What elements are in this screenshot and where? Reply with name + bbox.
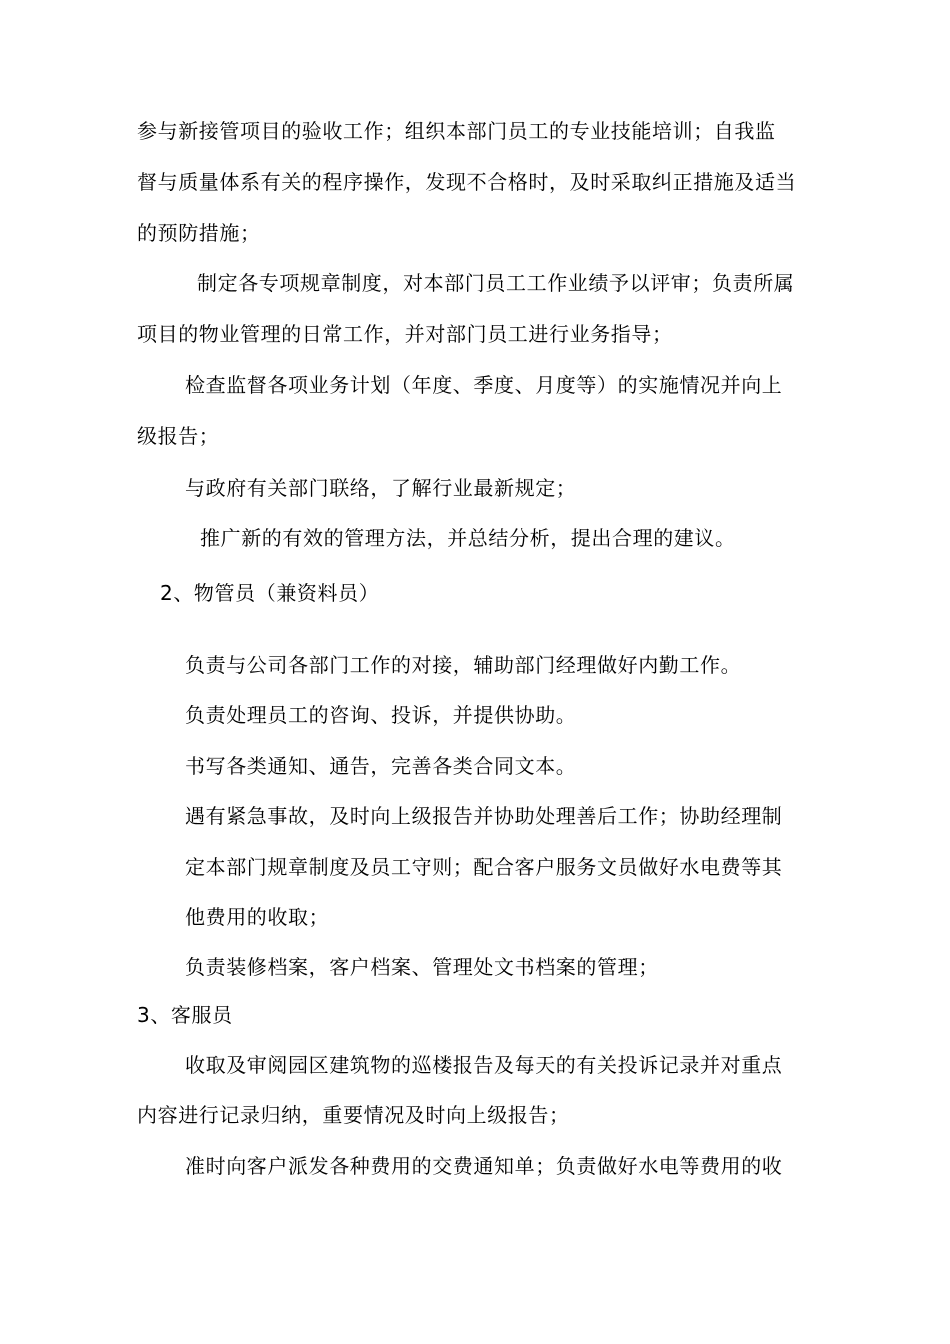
text-line: 的预防措施； — [137, 221, 261, 245]
text-line: 收取及审阅园区建筑物的巡楼报告及每天的有关投诉记录并对重点 — [185, 1053, 783, 1077]
text-line: 负责与公司各部门工作的对接，辅助部门经理做好内勤工作。 — [185, 653, 742, 677]
text-line: 负责处理员工的咨询、投诉，并提供协助。 — [185, 703, 577, 727]
text-line: 级报告； — [137, 424, 220, 448]
text-line: 检查监督各项业务计划（年度、季度、月度等）的实施情况并向上 — [185, 373, 783, 397]
text-line: 项目的物业管理的日常工作，并对部门员工进行业务指导； — [137, 322, 673, 346]
text-line: 定本部门规章制度及员工守则；配合客户服务文员做好水电费等其 — [185, 855, 783, 879]
text-line: 负责装修档案，客户档案、管理处文书档案的管理； — [185, 955, 659, 979]
section-heading: 3、客服员 — [137, 1003, 233, 1027]
text-line: 督与质量体系有关的程序操作，发现不合格时，及时采取纠正措施及适当 — [137, 170, 797, 194]
text-line: 内容进行记录归纳，重要情况及时向上级报告； — [137, 1103, 570, 1127]
text-line: 制定各专项规章制度，对本部门员工工作业绩予以评审；负责所属 — [197, 271, 795, 295]
text-line: 遇有紧急事故，及时向上级报告并协助处理善后工作；协助经理制 — [185, 804, 783, 828]
text-line: 准时向客户派发各种费用的交费通知单；负责做好水电等费用的收 — [185, 1154, 783, 1178]
text-line: 推广新的有效的管理方法，并总结分析，提出合理的建议。 — [200, 526, 736, 550]
text-line: 他费用的收取； — [185, 905, 330, 929]
section-heading: 2、物管员（兼资料员） — [160, 581, 380, 605]
text-line: 书写各类通知、通告，完善各类合同文本。 — [185, 754, 577, 778]
text-line: 与政府有关部门联络，了解行业最新规定； — [185, 476, 577, 500]
text-line: 参与新接管项目的验收工作；组织本部门员工的专业技能培训；自我监 — [137, 119, 776, 143]
